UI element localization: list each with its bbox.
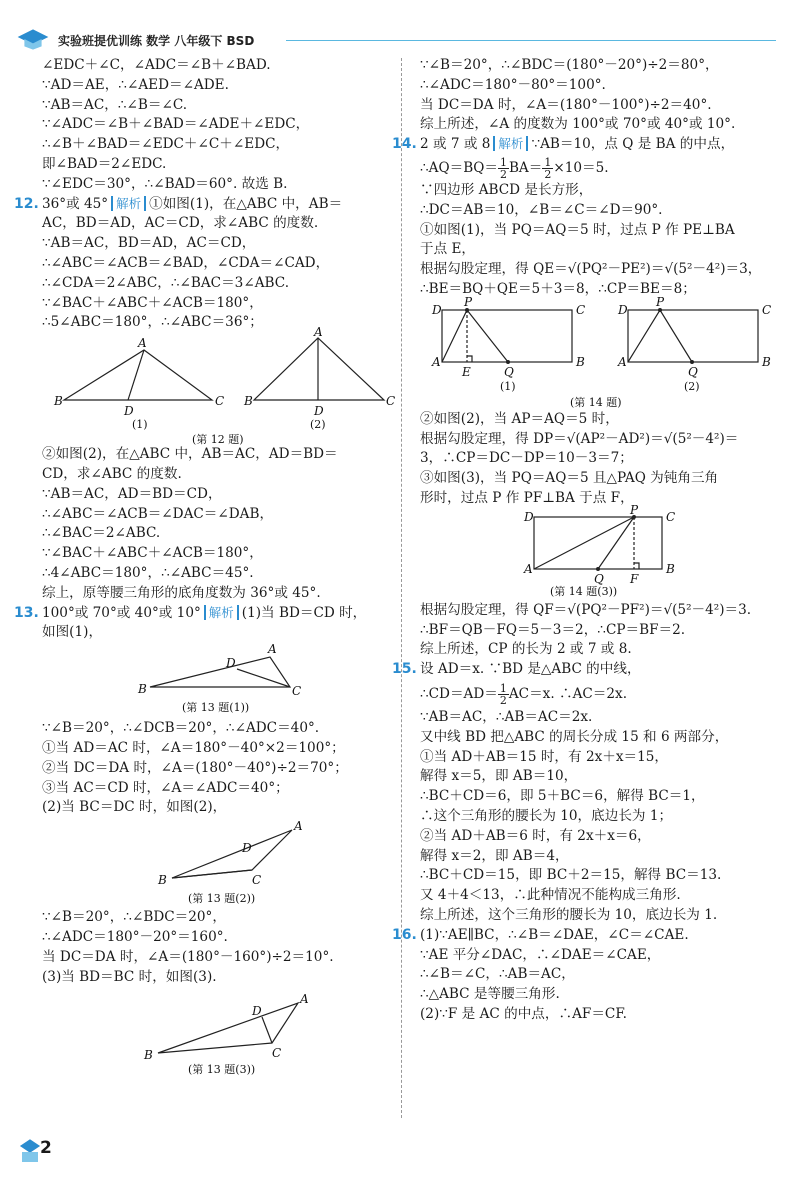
text-line: ①如图(1)，在△ABC 中，AB＝ [149, 195, 343, 212]
text-line: ∵AD＝AE，∴∠AED＝∠ADE. [42, 76, 229, 93]
text-line: ②如图(2)，在△ABC 中，AB＝AC，AD＝BD＝ [42, 446, 338, 463]
text-line: ∴DC＝AB＝10，∠B＝∠C＝∠D＝90°. [420, 201, 663, 218]
figure-13-1 [42, 643, 392, 719]
text-line: 设 AD＝x. ∵BD 是△ABC 的中线， [420, 661, 641, 678]
label-C: C [272, 1046, 282, 1061]
label-A: A [524, 561, 533, 576]
analysis-tag: 解析 [493, 136, 528, 151]
label-Q: Q [504, 364, 514, 379]
text-line: 如图(1)， [42, 624, 103, 641]
answer: 36°或 45° [42, 195, 109, 212]
figure-caption: (第 13 题(3)) [188, 1063, 256, 1077]
text-line: (2)当 BC＝DC 时，如图(2)， [42, 799, 227, 816]
label-F: F [630, 571, 639, 586]
label-P: P [630, 502, 639, 517]
text-line: ∴∠CDA＝2∠ABC，∴∠BAC＝3∠ABC. [42, 274, 290, 291]
label-D: D [524, 509, 534, 524]
text-line: ∴BC＋CD＝15，即 BC＋2＝15，解得 BC＝13. [420, 867, 722, 884]
fraction [498, 157, 509, 180]
text-part: ×10＝5. [553, 159, 609, 176]
text-line: 综上，原等腰三角形的底角度数为 36°或 45°. [42, 584, 321, 601]
text-line: 综上所述，CP 的长为 2 或 7 或 8. [420, 641, 632, 658]
label-D: D [226, 656, 236, 671]
label-B: B [666, 561, 675, 576]
text-line: ∴∠B＋∠BAD＝∠EDC＋∠C＋∠EDC， [42, 136, 290, 153]
text-line: ③如图(3)，当 PQ＝AQ＝5 且△PAQ 为钝角三角 [420, 470, 719, 487]
text-line: ∴BC＋CD＝6，即 5＋BC＝6，解得 BC＝1， [420, 788, 705, 805]
label-P: P [656, 294, 665, 309]
text-line: ②如图(2)，当 AP＝AQ＝5 时， [420, 410, 619, 427]
label-B: B [244, 394, 253, 409]
label-B: B [158, 873, 167, 888]
fraction [498, 683, 509, 706]
text-part: BA＝ [508, 159, 543, 176]
text-line: ∵∠B＝20°，∴∠DCB＝20°，∴∠ADC＝40°. [42, 720, 320, 737]
figure-caption: (第 12 题) [192, 433, 244, 447]
text-part: ∴AQ＝BQ＝ [420, 159, 498, 176]
text-line: ∴△ABC 是等腰三角形. [420, 986, 560, 1003]
label-C: C [386, 394, 396, 409]
fig-caption-1: (1) [500, 379, 516, 393]
fig-caption-2: (2) [684, 379, 700, 393]
text-line: ①当 AD＝AC 时，∠A＝180°－40°×2＝100°； [42, 739, 345, 756]
question-number: 16. [392, 926, 417, 943]
label-A: A [432, 354, 441, 369]
label-B: B [54, 394, 63, 409]
label-D: D [252, 1004, 262, 1019]
analysis-tag: 解析 [111, 196, 146, 211]
page-header [18, 28, 778, 52]
label-A: A [618, 354, 627, 369]
q13-continuation [420, 56, 775, 135]
left-column [14, 56, 396, 1079]
label-P: P [464, 294, 473, 309]
text-line: ∵AB＝AC，AD＝BD＝CD， [42, 485, 222, 502]
text-line: 解得 x＝5，即 AB＝10， [420, 768, 578, 785]
denominator: 2 [499, 693, 507, 707]
label-B: B [144, 1048, 153, 1063]
text-line: ③当 AC＝CD 时，∠A＝∠ADC＝40°； [42, 779, 289, 796]
q11-continuation [42, 56, 392, 195]
text-line: ∴BE＝BQ＋QE＝5＋3＝8，∴CP＝BE＝8； [420, 280, 696, 297]
text-line: 又 4＋4＜13，∴此种情况不能构成三角形. [420, 887, 681, 904]
label-B: B [762, 354, 771, 369]
text-line: ∴∠B＝∠C，∴AB＝AC， [420, 966, 575, 983]
label-Q: Q [688, 364, 698, 379]
figure-13-3 [42, 987, 392, 1079]
label-B: B [138, 682, 147, 697]
text-line: 3，∴CP＝DC－DP＝10－3＝7； [420, 450, 633, 467]
label-D: D [314, 404, 324, 419]
text-line: ①如图(1)，当 PQ＝AQ＝5 时，过点 P 作 PE⊥BA [420, 221, 735, 238]
text-line: ∵∠B＝20°，∴∠BDC＝20°， [42, 909, 226, 926]
fig-caption-2: (2) [310, 418, 326, 432]
text-line: 解得 x＝2，即 AB＝4， [420, 847, 569, 864]
text-line: ∠EDC＋∠C，∠ADC＝∠B＋∠BAD. [42, 57, 271, 73]
label-A: A [294, 819, 303, 834]
answer: 2 或 7 或 8 [420, 136, 491, 153]
label-C: C [576, 302, 586, 317]
column-divider [401, 58, 402, 1118]
label-C: C [215, 394, 225, 409]
text-line: ∵AB＝AC，∴AB＝AC＝2x. [420, 708, 593, 725]
text-line: ②当 DC＝DA 时，∠A＝(180°－40°)÷2＝70°； [42, 759, 348, 776]
figure-caption: (第 13 题(1)) [182, 701, 250, 715]
text-line: ∴这个三角形的腰长为 10，底边长为 1； [420, 807, 673, 824]
header-rule [286, 40, 776, 41]
label-A: A [314, 325, 323, 340]
text-line: 根据勾股定理，得 QE＝√(PQ²－PE²)＝√(5²－4²)＝3， [420, 261, 762, 278]
text-line: ∴4∠ABC＝180°，∴∠ABC＝45°. [42, 564, 254, 581]
fraction [542, 157, 553, 180]
text-line: ∴∠ABC＝∠ACB＝∠BAD，∠CDA＝∠CAD， [42, 254, 330, 271]
text-line: AC，BD＝AD，AC＝CD，求∠ABC 的度数. [42, 215, 319, 232]
text-line: ∴BF＝QB－FQ＝5－3＝2，∴CP＝BF＝2. [420, 621, 686, 638]
text-line: ∵∠EDC＝30°，∴∠BAD＝60°. 故选 B. [42, 175, 288, 192]
label-A: A [138, 336, 147, 351]
text-line: 形时，过点 P 作 PF⊥BA 于点 F， [420, 489, 634, 506]
denominator: 2 [544, 167, 552, 181]
numerator: 1 [499, 155, 507, 169]
text-line: (1)∵AE∥BC，∴∠B＝∠DAE，∠C＝∠CAE. [420, 926, 689, 943]
right-column [392, 56, 775, 1025]
text-line: 综上所述，这个三角形的腰长为 10，底边长为 1. [420, 906, 718, 923]
text-line: ∵四边形 ABCD 是长方形， [420, 181, 593, 198]
numerator: 1 [499, 681, 507, 695]
text-line: ∵AB＝10，点 Q 是 BA 的中点， [531, 136, 735, 153]
text-line: 即∠BAD＝2∠EDC. [42, 155, 167, 172]
text-line: 根据勾股定理，得 DP＝√(AP²－AD²)＝√(5²－4²)＝ [420, 430, 739, 447]
question-12 [14, 195, 396, 604]
label-D: D [242, 841, 252, 856]
question-15 [392, 660, 775, 926]
figure-caption: (第 14 题(3)) [550, 584, 618, 598]
question-number: 14. [392, 136, 417, 153]
figure-caption: (第 14 题) [570, 395, 622, 409]
text-line: (1)当 BD＝CD 时， [241, 604, 367, 621]
label-D: D [124, 404, 134, 419]
figure-12 [42, 325, 396, 447]
text-part: AC＝x. ∴AC＝2x. [508, 685, 628, 702]
text-line: 根据勾股定理，得 QF＝√(PQ²－PF²)＝√(5²－4²)＝3. [420, 601, 752, 618]
text-line: ∵AB＝AC，BD＝AD，AC＝CD， [42, 235, 256, 252]
text-line: 当 DC＝DA 时，∠A＝(180°－160°)÷2＝10°. [42, 948, 334, 965]
text-line: 于点 E， [420, 241, 476, 258]
label-C: C [252, 873, 262, 888]
text-line: ①当 AD＋AB＝15 时，有 2x＋x＝15， [420, 748, 668, 765]
text-line: ∴5∠ABC＝180°，∴∠ABC＝36°； [42, 314, 263, 331]
denominator: 2 [499, 167, 507, 181]
text-line: ∴∠ADC＝180°－20°＝160°. [42, 928, 228, 945]
label-C: C [292, 684, 302, 699]
question-16 [392, 926, 775, 1025]
label-Q: Q [594, 571, 604, 586]
text-line: ∵∠BAC＋∠ABC＋∠ACB＝180°， [42, 294, 263, 311]
book-title: 实验班提优训练 数学 八年级下 BSD [58, 34, 255, 48]
figure-caption: (第 13 题(2)) [188, 892, 256, 906]
text-line: ∵∠ADC＝∠B＋∠BAD＝∠ADE＋∠EDC， [42, 116, 310, 133]
page-number: 2 [40, 1138, 52, 1158]
figure-14-3 [420, 502, 775, 601]
text-line: (2)∵F 是 AC 的中点，∴AF＝CF. [420, 1005, 627, 1022]
question-number: 12. [14, 195, 39, 212]
text-line: ∴∠BAC＝2∠ABC. [42, 525, 161, 542]
label-B: B [576, 354, 585, 369]
text-line: ②当 AD＋AB＝6 时，有 2x＋x＝6， [420, 827, 651, 844]
analysis-tag: 解析 [204, 605, 239, 620]
graduation-cap-icon [18, 28, 48, 50]
label-C: C [762, 302, 772, 317]
fig-caption-1: (1) [132, 418, 148, 432]
answer: 100°或 70°或 40°或 10° [42, 604, 201, 621]
label-D: D [618, 302, 628, 317]
text-line: (3)当 BD＝BC 时，如图(3). [42, 968, 217, 985]
question-13 [14, 604, 392, 1080]
question-number: 13. [14, 604, 39, 621]
label-E: E [462, 364, 471, 379]
label-D: D [432, 302, 442, 317]
page-footer [20, 1138, 70, 1164]
figure-14 [420, 294, 775, 410]
text-line: 又中线 BD 把△ABC 的周长分成 15 和 6 两部分， [420, 728, 729, 745]
label-A: A [300, 992, 309, 1007]
text-line: ∴∠ABC＝∠ACB＝∠DAC＝∠DAB， [42, 505, 274, 522]
text-line: 当 DC＝DA 时，∠A＝(180°－100°)÷2＝40°. [420, 96, 712, 113]
text-line: ∴∠ADC＝180°－80°＝100°. [420, 76, 606, 93]
text-part: ∴CD＝AD＝ [420, 685, 498, 702]
figure-13-2 [42, 818, 392, 908]
label-A: A [268, 642, 277, 657]
question-14 [392, 135, 775, 660]
text-line: ∵AE 平分∠DAC，∴∠DAE＝∠CAE， [420, 946, 661, 963]
text-line: ∵AB＝AC，∴∠B＝∠C. [42, 96, 188, 113]
label-C: C [666, 509, 676, 524]
text-line: CD，求∠ABC 的度数. [42, 465, 182, 482]
text-line: ∵∠B＝20°，∴∠BDC＝(180°－20°)÷2＝80°， [420, 57, 719, 73]
page-badge-icon [20, 1138, 40, 1164]
numerator: 1 [544, 155, 552, 169]
text-line: ∵∠BAC＋∠ABC＋∠ACB＝180°， [42, 545, 263, 562]
question-number: 15. [392, 661, 417, 678]
text-line: 综上所述，∠A 的度数为 100°或 70°或 40°或 10°. [420, 116, 736, 133]
